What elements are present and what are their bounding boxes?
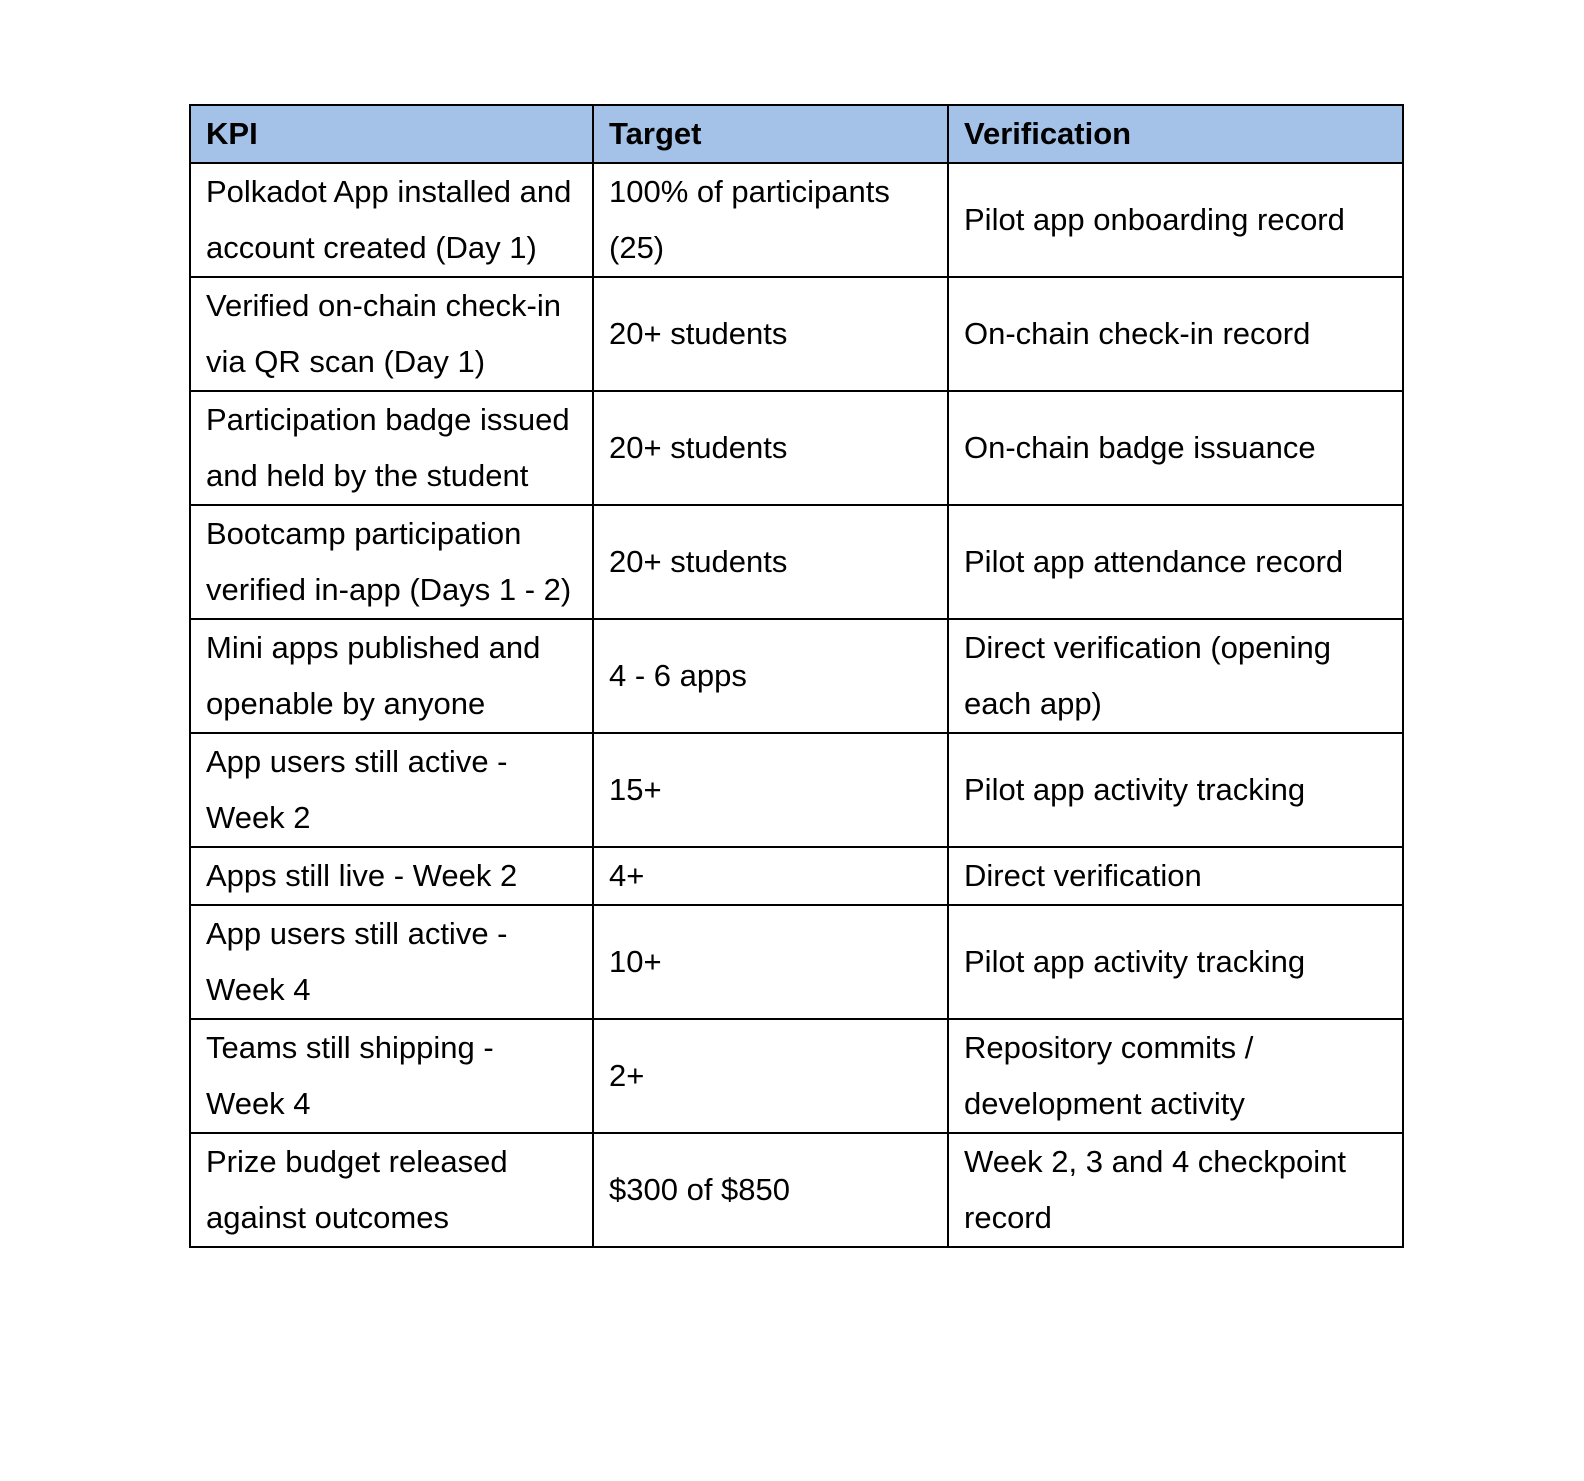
table-header-row [190,105,1403,163]
kpi-cell: Verified on-chain check-in via QR scan (Day 1) [190,277,593,391]
kpi-cell: Prize budget released against outcomes [190,1133,593,1247]
kpi-cell: App users still active - Week 2 [190,733,593,847]
verification-cell: Direct verification (opening each app) [948,619,1403,733]
table-row [190,505,1403,619]
kpi-table [189,104,1404,1248]
table-row [190,619,1403,733]
verification-cell: Repository commits / development activity [948,1019,1403,1133]
table-row [190,391,1403,505]
target-cell: $300 of $850 [593,1133,948,1247]
table-row [190,1019,1403,1133]
kpi-cell: Bootcamp participation verified in-app (Days 1 - 2) [190,505,593,619]
kpi-cell: Mini apps published and openable by anyone [190,619,593,733]
verification-cell: Pilot app attendance record [948,505,1403,619]
target-cell: 10+ [593,905,948,1019]
target-cell: 20+ students [593,391,948,505]
table-row [190,733,1403,847]
table-row [190,1133,1403,1247]
table-row [190,163,1403,277]
table-row [190,847,1403,905]
header-target: Target [593,105,948,163]
target-cell: 4+ [593,847,948,905]
kpi-cell: App users still active - Week 4 [190,905,593,1019]
verification-cell: Week 2, 3 and 4 checkpoint record [948,1133,1403,1247]
kpi-cell: Teams still shipping - Week 4 [190,1019,593,1133]
verification-cell: Pilot app onboarding record [948,163,1403,277]
header-kpi: KPI [190,105,593,163]
verification-cell: Pilot app activity tracking [948,905,1403,1019]
header-verification: Verification [948,105,1403,163]
kpi-cell: Participation badge issued and held by the student [190,391,593,505]
target-cell: 15+ [593,733,948,847]
table-row [190,277,1403,391]
kpi-cell: Apps still live - Week 2 [190,847,593,905]
target-cell: 2+ [593,1019,948,1133]
verification-cell: On-chain check-in record [948,277,1403,391]
target-cell: 20+ students [593,277,948,391]
target-cell: 4 - 6 apps [593,619,948,733]
target-cell: 20+ students [593,505,948,619]
verification-cell: Pilot app activity tracking [948,733,1403,847]
kpi-cell: Polkadot App installed and account created (Day 1) [190,163,593,277]
verification-cell: On-chain badge issuance [948,391,1403,505]
table-row [190,905,1403,1019]
target-cell: 100% of participants (25) [593,163,948,277]
verification-cell: Direct verification [948,847,1403,905]
